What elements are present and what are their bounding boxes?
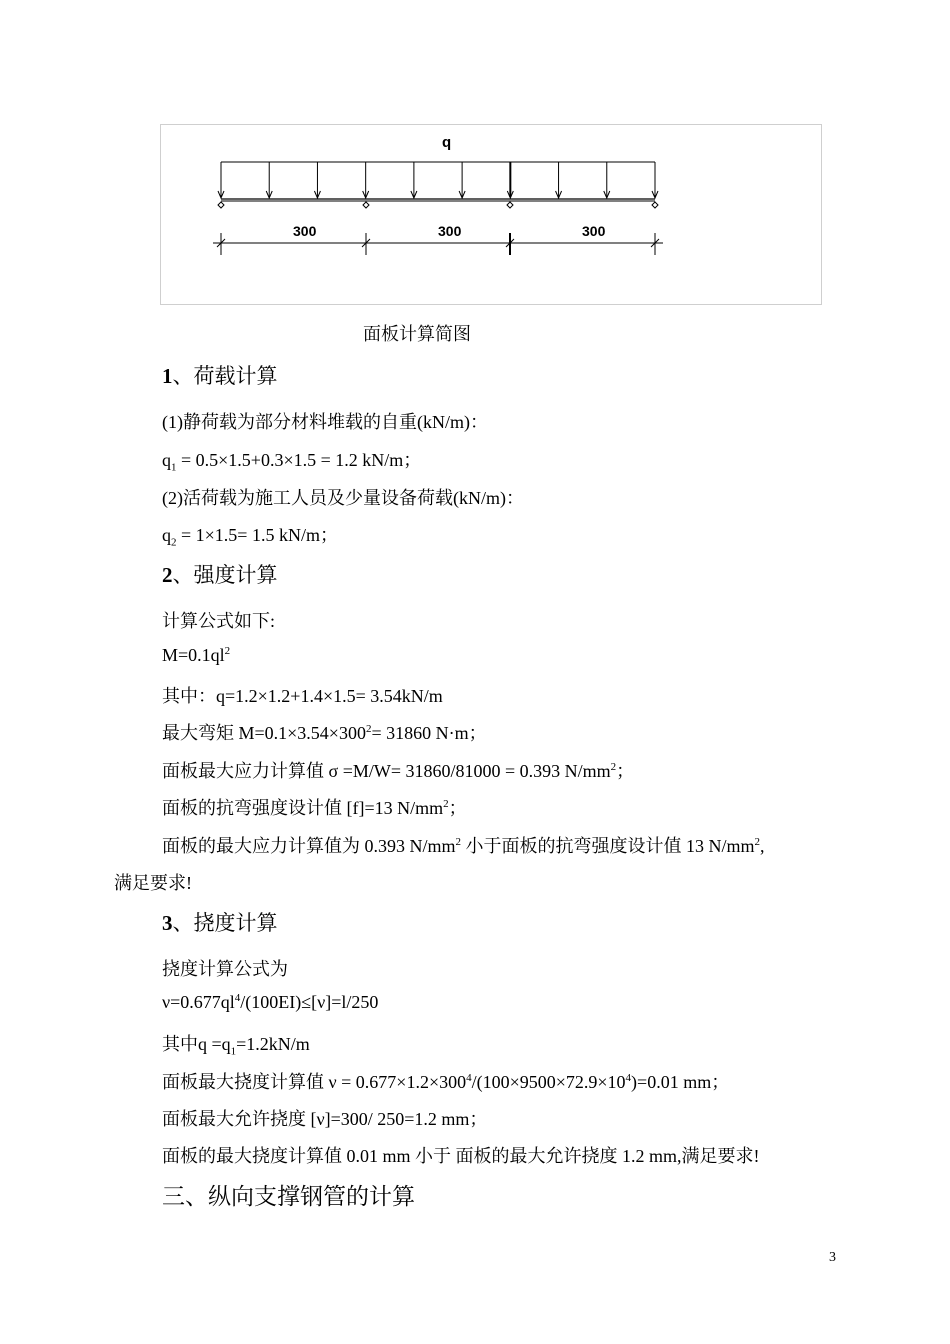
span-label-2: 300 <box>438 223 462 239</box>
section-2-title: 、强度计算 <box>172 563 278 587</box>
sec1-q-var: q <box>162 450 171 470</box>
beam-diagram-svg <box>161 125 823 306</box>
sec3-line-4 <box>162 1068 729 1094</box>
sec3-deflection-formula-b: /(100EI)≤[ν]=l/250 <box>240 992 379 1012</box>
support <box>218 202 224 208</box>
section-1-number: 1 <box>162 364 173 388</box>
sec1-line-1: (1)静荷载为部分材料堆载的自重(kN/m)： <box>162 412 488 432</box>
support <box>652 202 658 208</box>
sec3-line-5: 面板最大允许挠度 [ν]=300/ 250=1.2 mm； <box>162 1109 488 1129</box>
sec1-line-4 <box>162 521 338 549</box>
support <box>507 202 513 208</box>
sec3-sup: 4 <box>466 1072 472 1084</box>
support <box>363 202 369 208</box>
sec2-sup: 2 <box>365 723 372 735</box>
figure-caption: 面板计算简图 <box>363 324 471 344</box>
sec2-stress: 面板最大应力计算值 σ =M/W= 31860/81000 = 0.393 N/mm <box>162 761 611 781</box>
sec2-sup: 2 <box>610 761 617 773</box>
sec2-moment-formula: M=0.1ql <box>162 645 225 665</box>
span-label-3: 300 <box>582 223 606 239</box>
sec1-q-sub: 1 <box>171 461 177 474</box>
sec1-q2-sub: 2 <box>171 536 177 549</box>
sec3-deflection-formula-a: ν=0.677ql <box>162 992 235 1012</box>
sec3-sub: 1 <box>230 1045 237 1058</box>
sec3-sup: 4 <box>234 992 241 1004</box>
sec3-q-b: =1.2kN/m <box>236 1034 310 1054</box>
sec3-max-deflection-b: /(100×9500×72.9×10 <box>471 1072 626 1092</box>
span-label-1: 300 <box>293 223 317 239</box>
sec2-punct: ； <box>616 761 635 781</box>
sec2-line-7 <box>162 832 765 858</box>
section-3-title: 、挠度计算 <box>172 911 278 935</box>
load-arrows <box>218 162 658 198</box>
sec3-line-2 <box>162 992 378 1013</box>
sec2-sup: 2 <box>455 836 462 848</box>
load-label-q: q <box>442 134 452 151</box>
sec2-sup: 2 <box>224 645 231 657</box>
sec1-q2-var: q <box>162 525 171 545</box>
sec2-line-1: 计算公式如下: <box>162 611 276 631</box>
sec2-line-4 <box>162 719 487 745</box>
sec2-conclusion-b: 小于面板的抗弯强度设计值 13 N/mm <box>461 836 755 856</box>
sec1-line-3: (2)活荷载为施工人员及少量设备荷载(kN/m)： <box>162 488 524 508</box>
sec2-sup: 2 <box>443 798 449 810</box>
sec2-punct: , <box>760 836 765 856</box>
sec2-conclusion-a: 面板的最大应力计算值为 0.393 N/mm <box>162 836 456 856</box>
sec2-max-moment: 最大弯矩 M=0.1×3.54×300 <box>162 723 366 743</box>
sec3-line-3 <box>162 1030 310 1058</box>
sec1-q1-formula: = 0.5×1.5+0.3×1.5 = 1.2 kN/m； <box>176 450 422 470</box>
sec3-max-deflection-a: 面板最大挠度计算值 ν = 0.677×1.2×300 <box>162 1072 467 1092</box>
sec2-line-8: 满足要求! <box>114 873 192 893</box>
sec2-max-moment-result: = 31860 N·m； <box>371 723 487 743</box>
sec2-design-strength: 面板的抗弯强度设计值 [f]=13 N/mm <box>162 798 444 818</box>
sec2-line-5 <box>162 757 634 783</box>
section-2-number: 2 <box>162 563 173 587</box>
supports <box>218 202 658 208</box>
sec2-line-2 <box>162 645 230 666</box>
section-1-title: 、荷载计算 <box>172 364 278 388</box>
section-3-heading <box>162 907 278 937</box>
sec2-line-6 <box>162 794 467 820</box>
sec1-line-2 <box>162 446 421 474</box>
section-heading-3: 三、纵向支撑钢管的计算 <box>162 1184 415 1209</box>
sec3-line-6: 面板的最大挠度计算值 0.01 mm 小于 面板的最大允许挠度 1.2 mm,满足要求! <box>162 1146 760 1166</box>
sec2-line-3: 其中：q=1.2×1.2+1.4×1.5= 3.54kN/m <box>162 686 443 706</box>
section-3-number: 3 <box>162 911 173 935</box>
sec2-punct: ； <box>448 798 467 818</box>
beam-diagram <box>160 124 822 305</box>
sec1-q2-formula: = 1×1.5= 1.5 kN/m； <box>176 525 338 545</box>
sec3-line-1: 挠度计算公式为 <box>162 959 288 979</box>
sec3-q-a: 其中q =q <box>162 1034 231 1054</box>
section-1-heading <box>162 360 278 390</box>
page-number: 3 <box>829 1250 836 1265</box>
sec2-sup: 2 <box>754 836 761 848</box>
sec3-sup: 4 <box>625 1072 632 1084</box>
section-2-heading <box>162 559 278 589</box>
sec3-max-deflection-c: )=0.01 mm； <box>631 1072 730 1092</box>
